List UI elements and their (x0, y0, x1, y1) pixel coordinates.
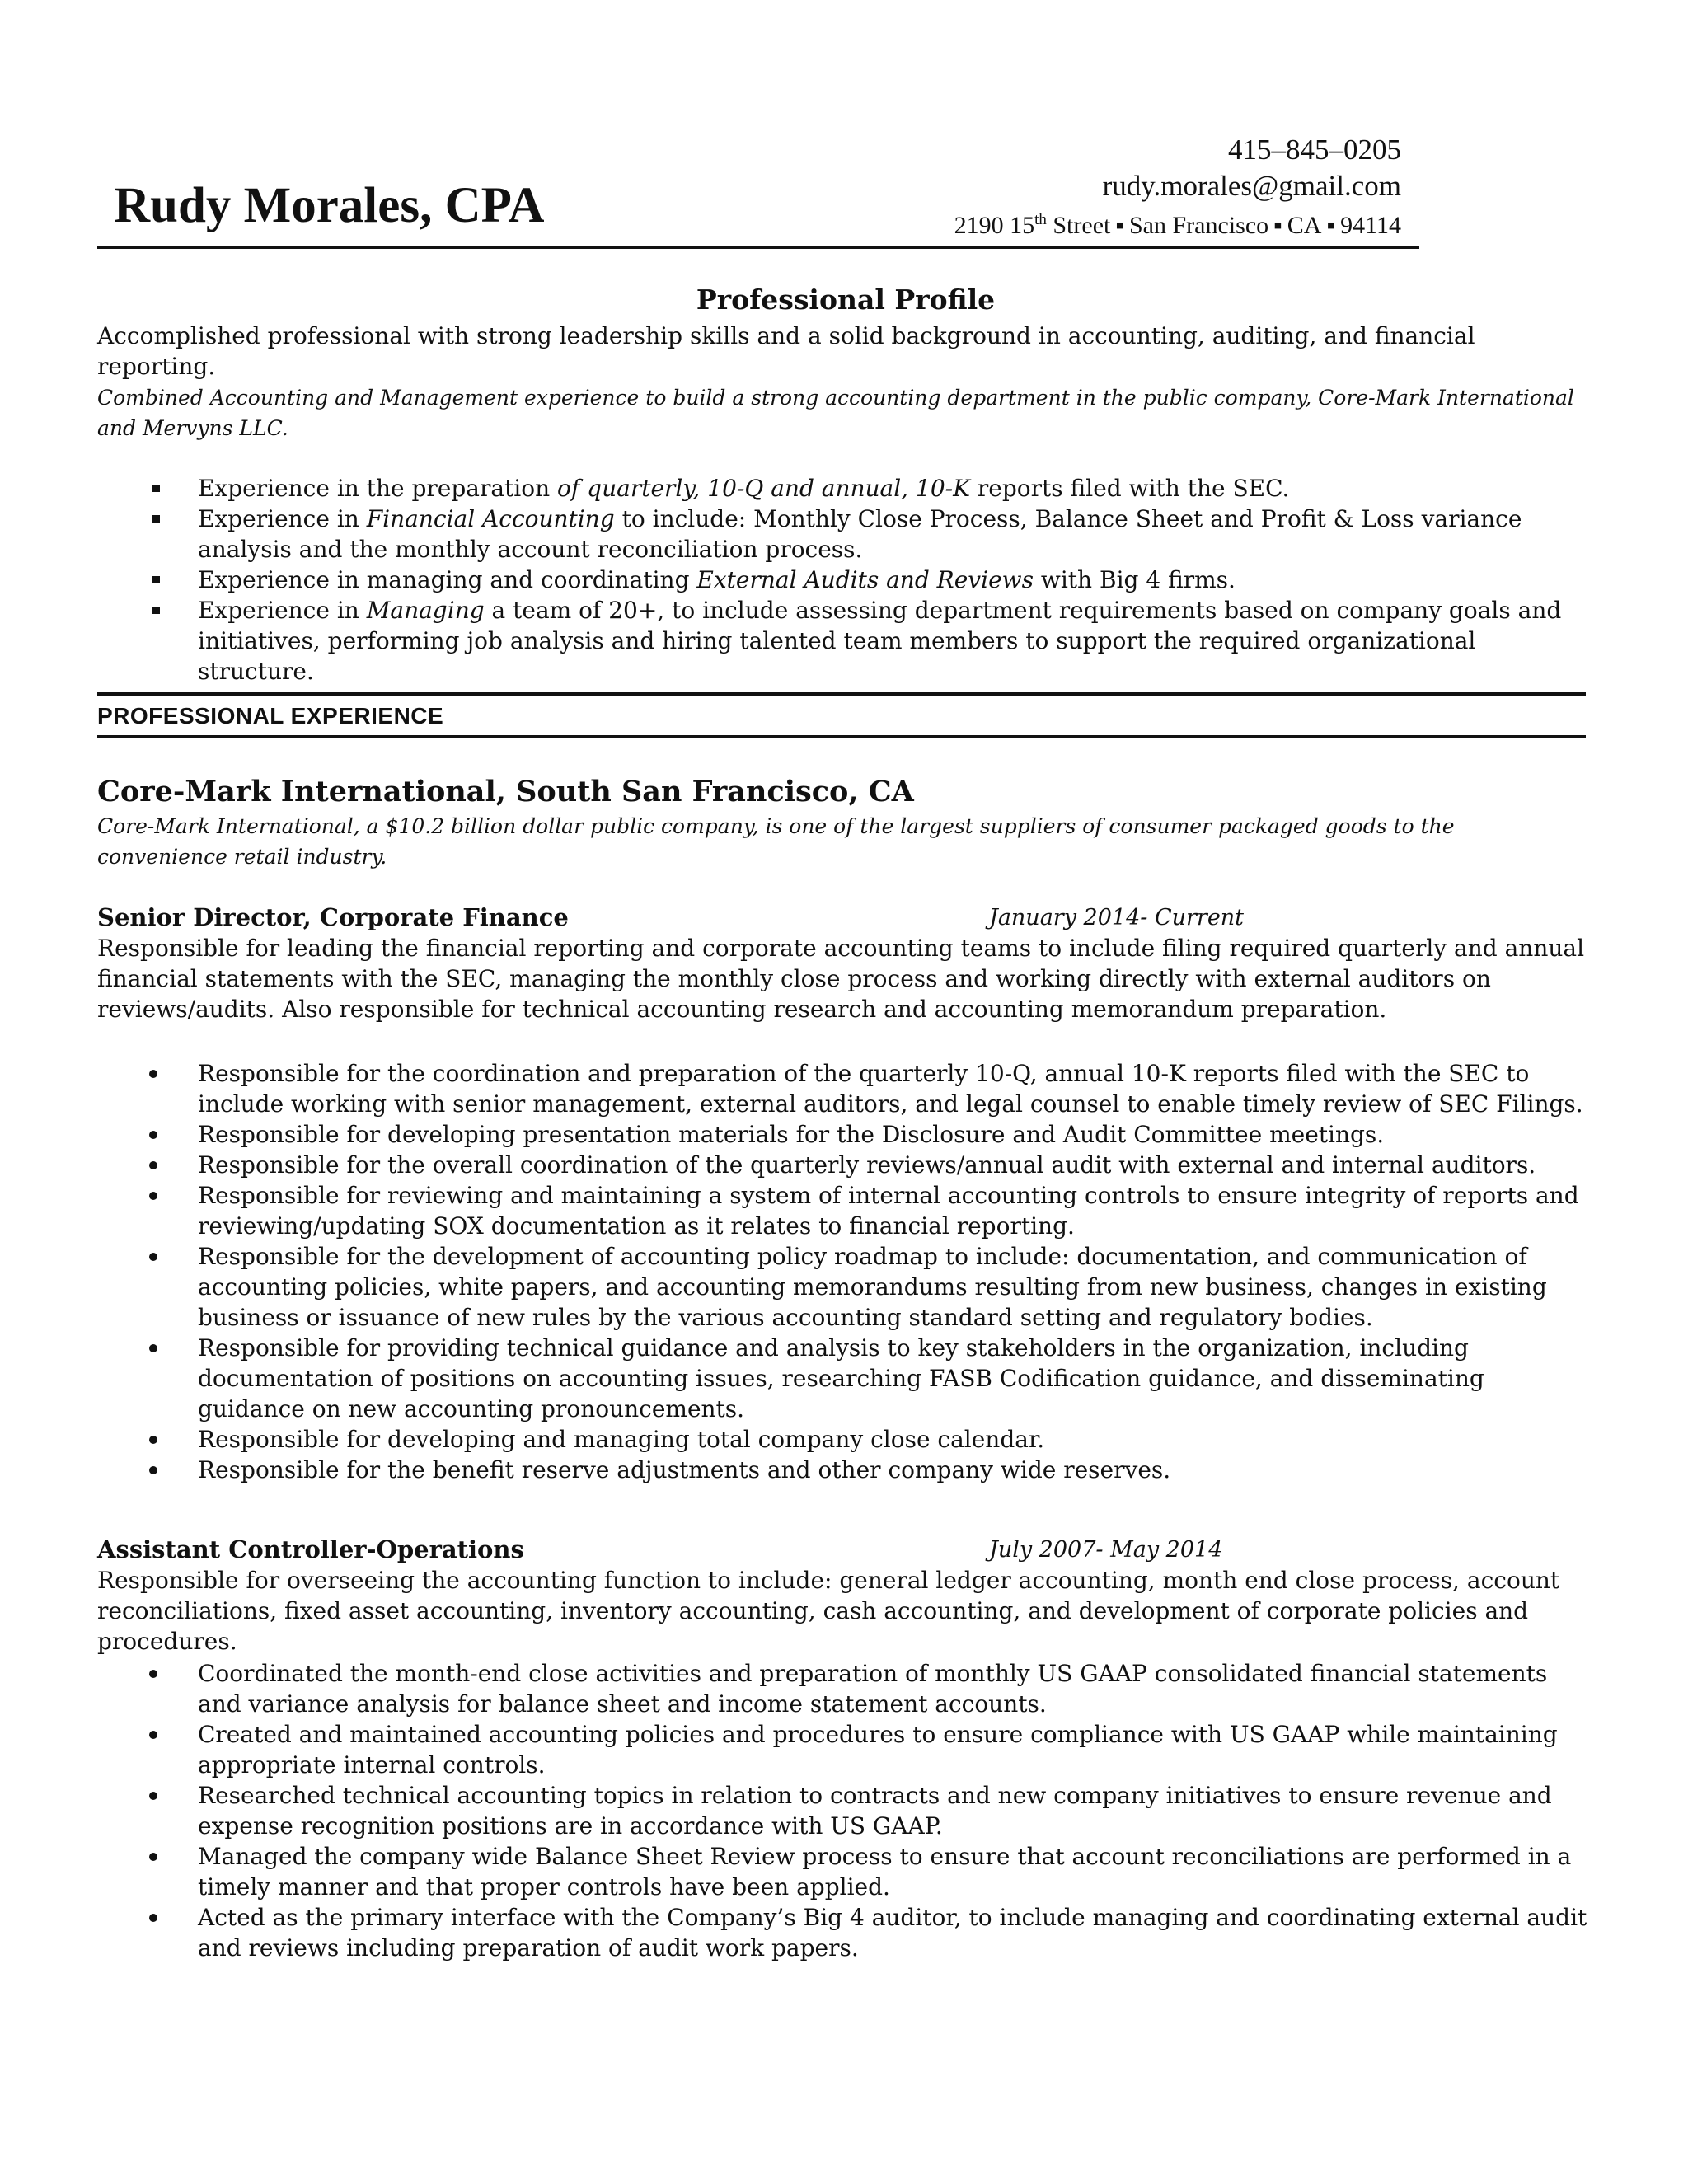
section-divider-bottom (97, 735, 1586, 738)
list-item (97, 1058, 1589, 1119)
bullet-text: Responsible for the coordination and preparation of the quarterly 10-Q, annual 10-K reports filed with the SEC to include working with senior management, external auditors, and legal counsel to enable timely review of SEC Filings. (198, 1060, 1583, 1118)
bullet-emphasis: Financial Accounting (366, 505, 615, 532)
profile-combined-experience: Combined Accounting and Management experience to build a strong accounting department in the public company, Core-Mark International and Mervyns LLC. (97, 386, 1574, 440)
list-item (97, 565, 1581, 595)
list-item (97, 1241, 1589, 1333)
list-item (97, 1424, 1589, 1455)
bullet-text: Managed the company wide Balance Sheet Review process to ensure that account reconciliations are performed in a timely manner and that proper controls have been applied. (198, 1843, 1572, 1900)
list-item (97, 1150, 1589, 1180)
list-item (97, 473, 1581, 504)
square-bullet-icon (152, 485, 160, 492)
square-bullet-icon (152, 576, 160, 583)
bullet-text: to include: Monthly Close Process, Balance Sheet and Profit & Loss variance analysis and the monthly account reconciliation process. (198, 505, 1522, 563)
role-bullet-list (97, 1058, 1589, 1485)
header-divider (97, 246, 1419, 249)
role-title: Senior Director, Corporate Finance (97, 903, 569, 931)
separator-dot: ▪ (1115, 212, 1124, 239)
address-street: Street (1053, 212, 1111, 239)
bullet-text: with Big 4 firms. (1033, 566, 1236, 593)
bullet-text: Responsible for the development of accounting policy roadmap to include: documentation, and communication of accounting policies, white papers, and accounting memorandums resulting from new business, changes in existing business or issuance of new rules by the various accounting standard setting and regulatory bodies. (198, 1243, 1547, 1331)
bullet-text: a team of 20+, to include assessing department requirements based on company goals and initiatives, performing job analysis and hiring talented team members to support the required organizational structure. (198, 597, 1562, 685)
bullet-text: Responsible for developing presentation materials for the Disclosure and Audit Committee meetings. (198, 1121, 1385, 1148)
separator-dot: ▪ (1273, 212, 1282, 239)
role-bullet-list (97, 1658, 1589, 1963)
role-title: Assistant Controller-Operations (97, 1535, 524, 1563)
phone-number: 415–845–0205 (1228, 134, 1401, 166)
bullet-icon (149, 1914, 157, 1922)
bullet-icon (149, 1792, 157, 1800)
bullet-text: Responsible for the overall coordination of the quarterly reviews/annual audit with external and internal auditors. (198, 1151, 1536, 1179)
bullet-text: Experience in (198, 505, 367, 532)
role-dates: January 2014- Current (989, 905, 1245, 930)
contact-block (954, 132, 1401, 241)
bullet-text: Created and maintained accounting policies and procedures to ensure compliance with US GAAP while maintaining appropriate internal controls. (198, 1721, 1558, 1779)
bullet-emphasis: Managing (366, 597, 485, 624)
list-item (97, 1658, 1589, 1719)
list-item (97, 1902, 1589, 1963)
bullet-text: Responsible for reviewing and maintaining a system of internal accounting controls to ensure integrity of reports and reviewing/updating SOX documentation as it relates to financial reporting. (198, 1182, 1579, 1240)
address-zip: 94114 (1340, 212, 1401, 239)
bullet-icon (149, 1131, 157, 1139)
section-divider-top (97, 692, 1586, 696)
square-bullet-icon (152, 515, 160, 523)
list-item (97, 504, 1581, 565)
list-item (97, 1719, 1589, 1780)
list-item (97, 1455, 1589, 1485)
profile-summary: Accomplished professional with strong leadership skills and a solid background in accounting, auditing, and financial reporting. (97, 322, 1475, 380)
bullet-text: Experience in managing and coordinating (198, 566, 697, 593)
company-name: Core-Mark International, South San Francisco, CA (97, 775, 914, 808)
role-summary: Responsible for overseeing the accounting function to include: general ledger accounting, month end close process, account reconciliations, fixed asset accounting, inventory accounting, cash accounting, and development of corporate policies and procedures. (97, 1567, 1560, 1655)
bullet-text: Responsible for providing technical guidance and analysis to key stakeholders in the organization, including documentation of positions on accounting issues, researching FASB Codification guidance, and disseminating guidance on new accounting pronouncements. (198, 1334, 1484, 1422)
address-number: 2190 15 (954, 212, 1035, 239)
experience-section-heading: PROFESSIONAL EXPERIENCE (97, 703, 444, 729)
bullet-icon (149, 1853, 157, 1861)
resume-header (97, 132, 1419, 247)
address-suffix: th (1034, 211, 1047, 228)
bullet-icon (149, 1161, 157, 1169)
list-item (97, 595, 1581, 687)
bullet-icon (149, 1466, 157, 1474)
bullet-icon (149, 1070, 157, 1078)
profile-heading: Professional Profile (696, 284, 996, 316)
bullet-icon (149, 1436, 157, 1444)
bullet-icon (149, 1253, 157, 1261)
bullet-text: Responsible for the benefit reserve adjustments and other company wide reserves. (198, 1456, 1171, 1483)
bullet-emphasis: External Audits and Reviews (696, 566, 1034, 593)
bullet-icon (149, 1192, 157, 1200)
bullet-text: Acted as the primary interface with the Company’s Big 4 auditor, to include managing and coordinating external audit and reviews including preparation of audit work papers. (198, 1904, 1587, 1961)
list-item (97, 1333, 1589, 1424)
bullet-emphasis: of quarterly, 10-Q and annual, 10-K (557, 475, 971, 502)
bullet-icon (149, 1344, 157, 1352)
bullet-text: Coordinated the month-end close activities and preparation of monthly US GAAP consolidated financial statements and variance analysis for balance sheet and income statement accounts. (198, 1660, 1548, 1718)
bullet-text: Responsible for developing and managing total company close calendar. (198, 1426, 1045, 1453)
list-item (97, 1180, 1589, 1241)
list-item (97, 1780, 1589, 1841)
bullet-text: Experience in the preparation (198, 475, 558, 502)
email-address: rudy.morales@gmail.com (1102, 170, 1401, 202)
separator-dot: ▪ (1326, 212, 1336, 239)
bullet-icon (149, 1670, 157, 1678)
bullet-text: reports filed with the SEC. (970, 475, 1290, 502)
role-summary: Responsible for leading the financial reporting and corporate accounting teams to include filing required quarterly and annual financial statements with the SEC, managing the monthly close process and working directly with external auditors on reviews/audits. Also responsible for technical accounting research and accounting memorandum preparation. (97, 935, 1585, 1023)
list-item (97, 1119, 1589, 1150)
list-item (97, 1841, 1589, 1902)
bullet-icon (149, 1731, 157, 1739)
address-city: San Francisco (1129, 212, 1269, 239)
profile-bullet-list (97, 473, 1581, 687)
square-bullet-icon (152, 607, 160, 614)
candidate-name: Rudy Morales, CPA (114, 178, 545, 233)
bullet-text: Experience in (198, 597, 367, 624)
bullet-text: Researched technical accounting topics in relation to contracts and new company initiatives to ensure revenue and expense recognition positions are in accordance with US GAAP. (198, 1782, 1552, 1840)
street-address (954, 204, 1401, 241)
address-state: CA (1287, 212, 1322, 239)
role-dates: July 2007- May 2014 (989, 1537, 1223, 1563)
company-description: Core-Mark International, a $10.2 billion dollar public company, is one of the largest suppliers of consumer packaged goods to the convenience retail industry. (97, 814, 1455, 869)
